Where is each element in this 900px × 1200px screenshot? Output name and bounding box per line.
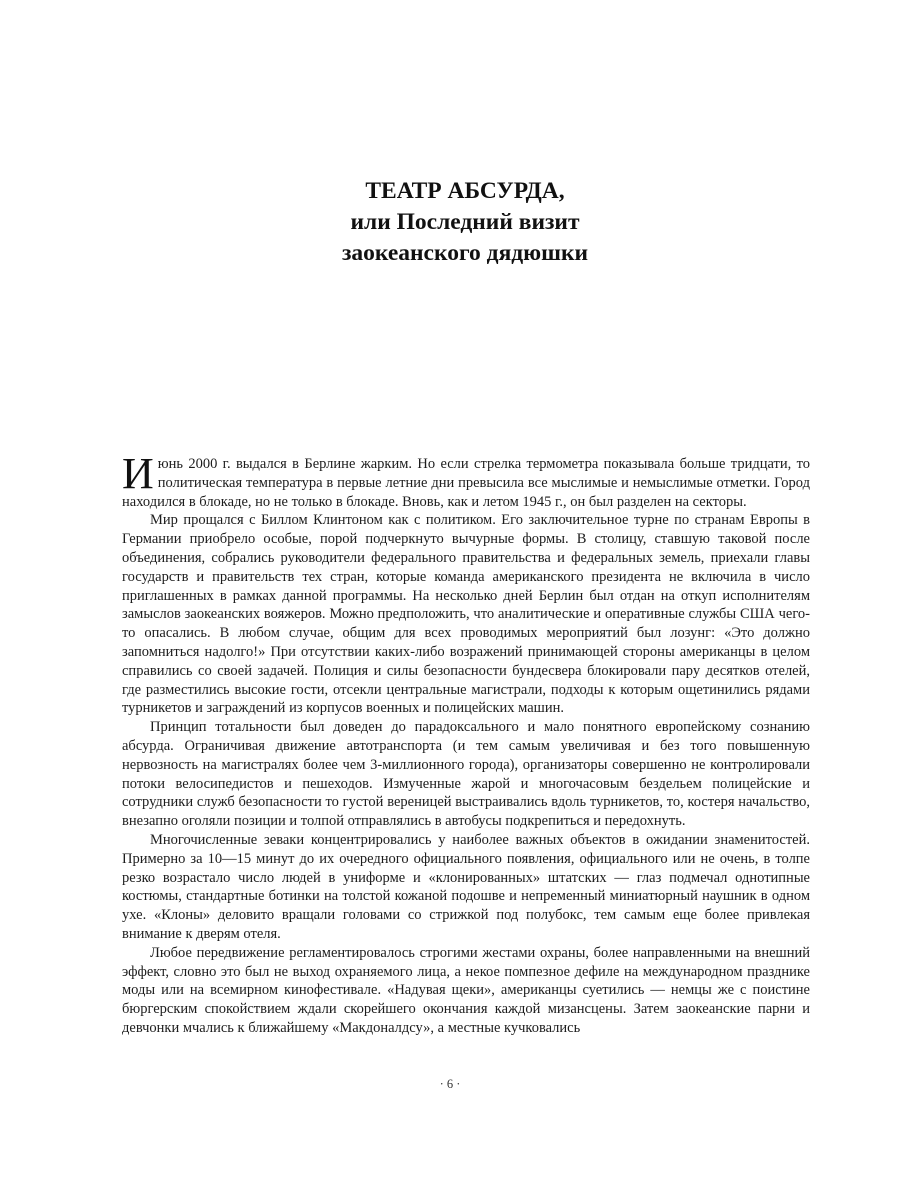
paragraph-3: Принцип тотальности был доведен до парадоксального и мало понятного европейскому сознанию абсурда. Ограничивая движение автотранспорта (и тем самым увеличивая и без того повышенную нервозность на магистралях более чем 3-миллионного города), организаторы совершенно не контролировали потоки велосипедистов и пешеходов. Измученные жарой и многочасовым бездельем полицейские и сотрудники служб безопасности то густой вереницей выстраивались вдоль турникетов, то, костеря начальство, внезапно оголяли позиции и толпой отправлялись в автобусы подкрепиться и передохнуть. [122, 719, 810, 830]
paragraph-1 [122, 449, 810, 511]
chapter-title [120, 176, 810, 269]
paragraph-1-text: юнь 2000 г. выдался в Берлине жарким. Но если стрелка термометра показывала больше тридцати, то политическая температура в первые летние дни превысила все мыслимые и немыслимые отметки. Город находился в блокаде, но не только в блокаде. Вновь, как и летом 1945 г., он был разделен на секторы. [122, 456, 810, 510]
paragraph-5: Любое передвижение регламентировалось строгими жестами охраны, более направленными на внешний эффект, словно это был не выход охраняемого лица, а некое помпезное дефиле на международном празднике моды или на всемирном кинофестивале. «Надувая щеки», американцы суетились — немцы же с поистине бюргерским спокойствием ждали скорейшего окончания каждой мизансцены. Затем заокеанские парни и девчонки мчались к ближайшему «Макдоналдсу», а местные кучковались [122, 944, 810, 1036]
chapter-title-line-1: ТЕАТР АБСУРДА, [365, 178, 565, 204]
page-number: · 6 · [439, 1077, 461, 1091]
paragraph-4: Многочисленные зеваки концентрировались у наиболее важных объектов в ожидании знаменитостей. Примерно за 10—15 минут до их очередного официального появления, официального или не очень, в толпе резко возрастало число людей в униформе и «клонированных» штатских — глаз подмечал однотипные костюмы, стандартные ботинки на толстой кожаной подошве и непременный миниатюрный наушник в одном ухе. «Клоны» деловито вращали головами со стрижкой под полубокс, тем самым еще более привлекая внимание к дверям отеля. [122, 831, 810, 942]
body-text [122, 449, 810, 1038]
drop-cap: И [122, 449, 154, 498]
chapter-title-line-2: или Последний визит [350, 209, 580, 235]
paragraph-2: Мир прощался с Биллом Клинтоном как с политиком. Его заключительное турне по странам Европы в Германии приобрело особые, порой подчеркнуто вычурные формы. В столицу, ставшую таковой после объединения, собрались руководители федерального правительства и федеральных земель, приехали главы государств и правительств тех стран, которые команда американского президента не включила в число приглашенных в рамках данной программы. На несколько дней Берлин был отдан на откуп исполнителям замыслов заокеанских вояжеров. Можно предположить, что аналитические и оперативные службы США чего-то опасались. В любом случае, общим для всех проводимых мероприятий был лозунг: «Это должно запомниться надолго!» При отсутствии каких-либо возражений принимающей стороны американцы в целом справились со своей задачей. Полиция и силы безопасности бундесвера блокировали пару десятков отелей, где разместились высокие гости, отсекли центральные магистрали, подходы к которым ощетинились рядами турникетов и заграждений из корпусов военных и полицейских машин. [122, 512, 810, 717]
chapter-title-line-3: заокеанского дядюшки [341, 240, 589, 266]
